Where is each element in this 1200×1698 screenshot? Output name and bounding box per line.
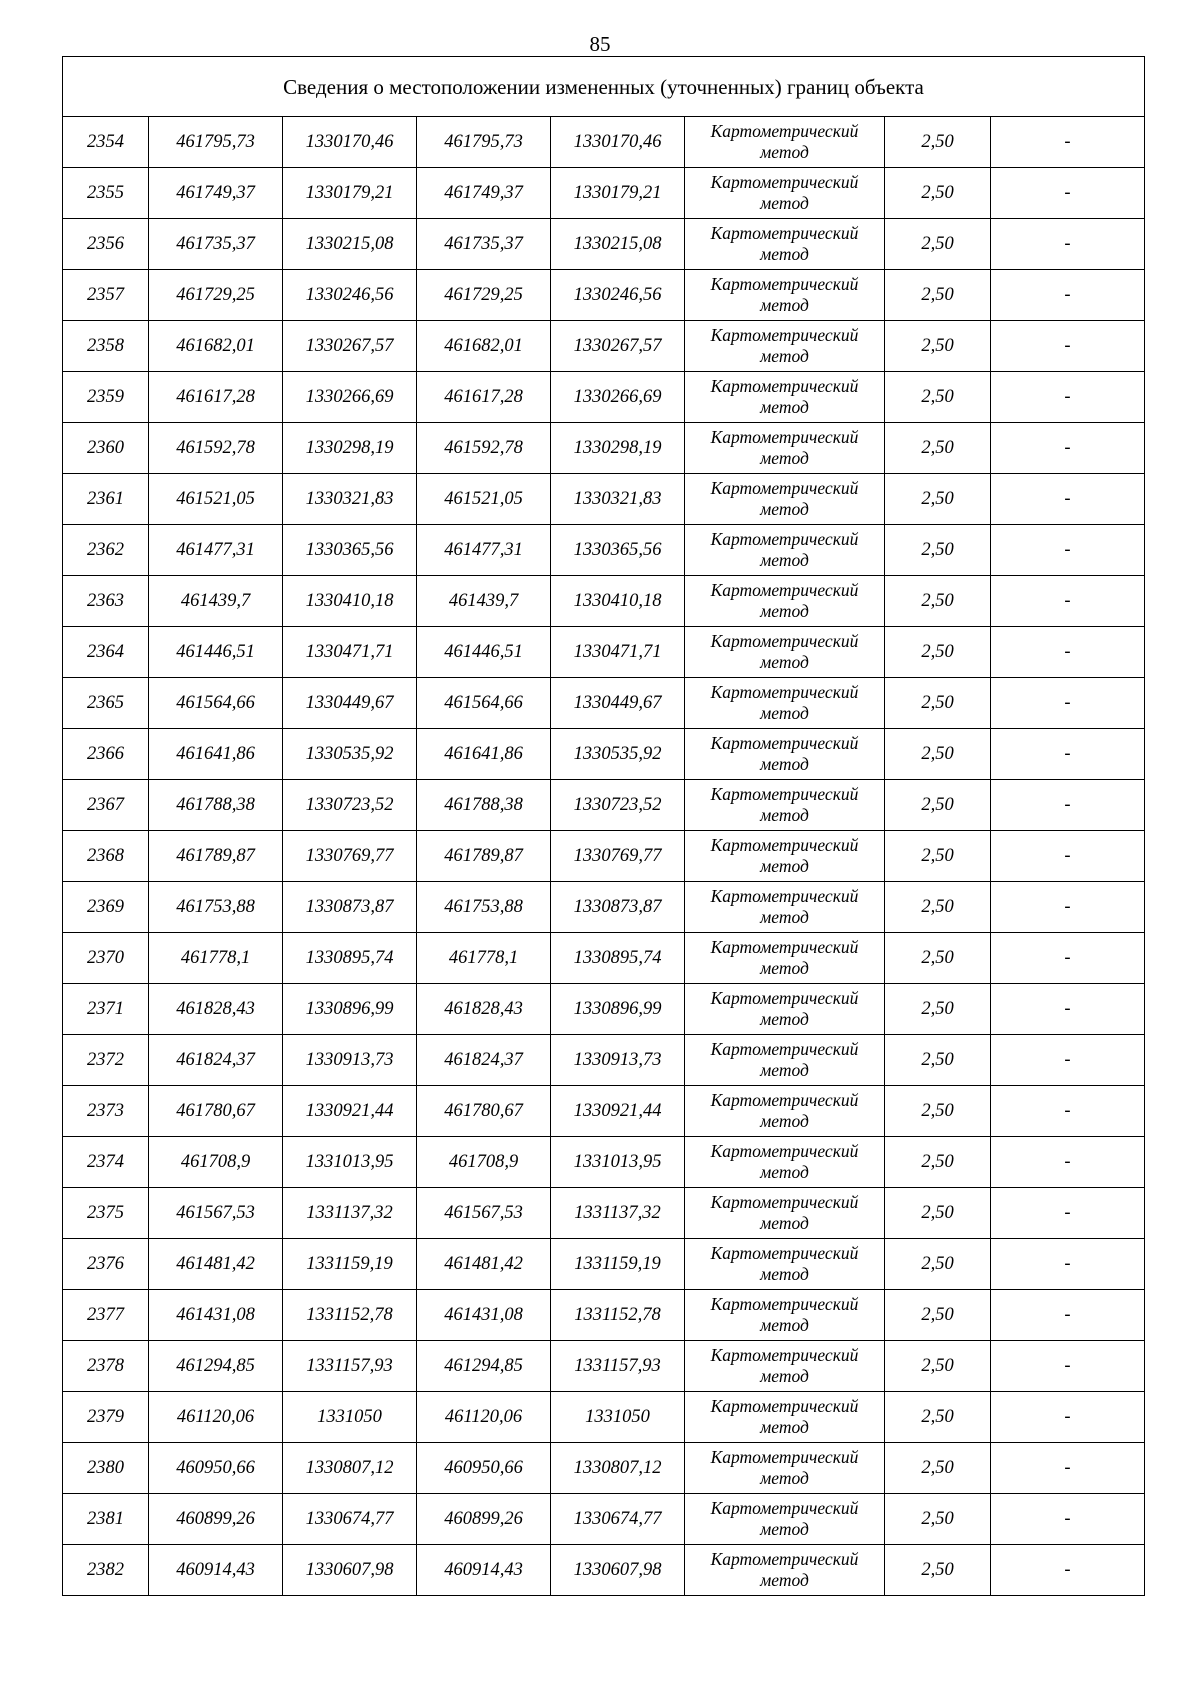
- cell-accuracy: 2,50: [885, 372, 991, 423]
- cell-new-x: 461567,53: [417, 1188, 551, 1239]
- cell-old-x: 461780,67: [149, 1086, 283, 1137]
- cell-old-y: 1330321,83: [283, 474, 417, 525]
- cell-old-y: 1330246,56: [283, 270, 417, 321]
- cell-method: Картометрический метод: [685, 831, 885, 882]
- table-row: [63, 1290, 1145, 1341]
- cell-point-number: 2366: [63, 729, 149, 780]
- table-row: [63, 168, 1145, 219]
- cell-old-y: 1330607,98: [283, 1545, 417, 1596]
- cell-old-x: 461789,87: [149, 831, 283, 882]
- cell-old-y: 1330535,92: [283, 729, 417, 780]
- cell-old-y: 1330471,71: [283, 627, 417, 678]
- cell-accuracy: 2,50: [885, 1494, 991, 1545]
- cell-old-y: 1330723,52: [283, 780, 417, 831]
- cell-accuracy: 2,50: [885, 321, 991, 372]
- cell-accuracy: 2,50: [885, 1137, 991, 1188]
- cell-new-x: 461641,86: [417, 729, 551, 780]
- cell-accuracy: 2,50: [885, 576, 991, 627]
- cell-new-x: 460914,43: [417, 1545, 551, 1596]
- table-row: [63, 1188, 1145, 1239]
- cell-old-y: 1330913,73: [283, 1035, 417, 1086]
- cell-accuracy: 2,50: [885, 1035, 991, 1086]
- cell-old-x: 460899,26: [149, 1494, 283, 1545]
- cell-old-x: 461521,05: [149, 474, 283, 525]
- cell-old-y: 1330807,12: [283, 1443, 417, 1494]
- table-row: [63, 219, 1145, 270]
- cell-method: Картометрический метод: [685, 117, 885, 168]
- cell-new-y: 1330471,71: [551, 627, 685, 678]
- cell-new-y: 1330298,19: [551, 423, 685, 474]
- cell-new-x: 461729,25: [417, 270, 551, 321]
- table-row: [63, 1137, 1145, 1188]
- cell-new-y: 1330674,77: [551, 1494, 685, 1545]
- cell-new-y: 1330266,69: [551, 372, 685, 423]
- cell-new-x: 461753,88: [417, 882, 551, 933]
- cell-description: -: [991, 474, 1145, 525]
- cell-accuracy: 2,50: [885, 474, 991, 525]
- cell-point-number: 2363: [63, 576, 149, 627]
- cell-new-x: 461682,01: [417, 321, 551, 372]
- cell-old-y: 1330449,67: [283, 678, 417, 729]
- cell-new-x: 461477,31: [417, 525, 551, 576]
- cell-old-y: 1330179,21: [283, 168, 417, 219]
- cell-description: -: [991, 219, 1145, 270]
- cell-old-y: 1330895,74: [283, 933, 417, 984]
- table-row: [63, 882, 1145, 933]
- cell-old-y: 1330266,69: [283, 372, 417, 423]
- cell-point-number: 2368: [63, 831, 149, 882]
- cell-accuracy: 2,50: [885, 882, 991, 933]
- cell-old-x: 461828,43: [149, 984, 283, 1035]
- table-title: Сведения о местоположении измененных (уточненных) границ объекта: [63, 57, 1145, 117]
- table-row: [63, 372, 1145, 423]
- cell-description: -: [991, 423, 1145, 474]
- cell-new-y: 1330807,12: [551, 1443, 685, 1494]
- cell-method: Картометрический метод: [685, 270, 885, 321]
- cell-description: -: [991, 1188, 1145, 1239]
- table-row: [63, 1443, 1145, 1494]
- cell-point-number: 2382: [63, 1545, 149, 1596]
- cell-description: -: [991, 117, 1145, 168]
- cell-method: Картометрический метод: [685, 729, 885, 780]
- cell-new-y: 1330449,67: [551, 678, 685, 729]
- cell-new-y: 1330769,77: [551, 831, 685, 882]
- cell-new-y: 1330179,21: [551, 168, 685, 219]
- cell-accuracy: 2,50: [885, 1086, 991, 1137]
- cell-point-number: 2356: [63, 219, 149, 270]
- cell-description: -: [991, 168, 1145, 219]
- cell-method: Картометрический метод: [685, 1545, 885, 1596]
- cell-method: Картометрический метод: [685, 1392, 885, 1443]
- cell-point-number: 2373: [63, 1086, 149, 1137]
- cell-accuracy: 2,50: [885, 831, 991, 882]
- cell-old-y: 1330769,77: [283, 831, 417, 882]
- cell-point-number: 2357: [63, 270, 149, 321]
- cell-method: Картометрический метод: [685, 1137, 885, 1188]
- cell-old-x: 461749,37: [149, 168, 283, 219]
- cell-new-y: 1331137,32: [551, 1188, 685, 1239]
- cell-point-number: 2365: [63, 678, 149, 729]
- cell-old-x: 461120,06: [149, 1392, 283, 1443]
- cell-old-y: 1331159,19: [283, 1239, 417, 1290]
- cell-old-y: 1330170,46: [283, 117, 417, 168]
- cell-description: -: [991, 729, 1145, 780]
- cell-description: -: [991, 1035, 1145, 1086]
- cell-old-x: 460950,66: [149, 1443, 283, 1494]
- cell-new-x: 461481,42: [417, 1239, 551, 1290]
- table-row: [63, 729, 1145, 780]
- cell-old-x: 461735,37: [149, 219, 283, 270]
- cell-accuracy: 2,50: [885, 1392, 991, 1443]
- cell-accuracy: 2,50: [885, 729, 991, 780]
- table-row: [63, 627, 1145, 678]
- table-row: [63, 1392, 1145, 1443]
- cell-old-y: 1330267,57: [283, 321, 417, 372]
- cell-new-x: 461564,66: [417, 678, 551, 729]
- cell-new-y: 1330723,52: [551, 780, 685, 831]
- cell-description: -: [991, 831, 1145, 882]
- cell-new-x: 461708,9: [417, 1137, 551, 1188]
- cell-new-y: 1330410,18: [551, 576, 685, 627]
- cell-method: Картометрический метод: [685, 1239, 885, 1290]
- cell-accuracy: 2,50: [885, 1239, 991, 1290]
- cell-old-x: 461778,1: [149, 933, 283, 984]
- cell-description: -: [991, 1137, 1145, 1188]
- cell-accuracy: 2,50: [885, 270, 991, 321]
- cell-new-x: 461789,87: [417, 831, 551, 882]
- cell-method: Картометрический метод: [685, 780, 885, 831]
- cell-new-y: 1330896,99: [551, 984, 685, 1035]
- cell-old-x: 461682,01: [149, 321, 283, 372]
- table-row: [63, 678, 1145, 729]
- cell-old-x: 461592,78: [149, 423, 283, 474]
- table-row: [63, 423, 1145, 474]
- cell-accuracy: 2,50: [885, 219, 991, 270]
- cell-accuracy: 2,50: [885, 933, 991, 984]
- cell-new-y: 1331159,19: [551, 1239, 685, 1290]
- cell-old-x: 461708,9: [149, 1137, 283, 1188]
- cell-method: Картометрический метод: [685, 984, 885, 1035]
- cell-old-y: 1330365,56: [283, 525, 417, 576]
- cell-new-x: 461788,38: [417, 780, 551, 831]
- cell-method: Картометрический метод: [685, 1035, 885, 1086]
- cell-new-x: 461294,85: [417, 1341, 551, 1392]
- cell-description: -: [991, 780, 1145, 831]
- cell-new-x: 461749,37: [417, 168, 551, 219]
- cell-description: -: [991, 576, 1145, 627]
- cell-accuracy: 2,50: [885, 1188, 991, 1239]
- table-title-row: [63, 57, 1145, 117]
- cell-point-number: 2376: [63, 1239, 149, 1290]
- cell-new-y: 1330170,46: [551, 117, 685, 168]
- cell-old-y: 1331137,32: [283, 1188, 417, 1239]
- cell-accuracy: 2,50: [885, 117, 991, 168]
- cell-point-number: 2355: [63, 168, 149, 219]
- cell-new-x: 461735,37: [417, 219, 551, 270]
- cell-new-x: 461778,1: [417, 933, 551, 984]
- table-row: [63, 270, 1145, 321]
- cell-description: -: [991, 882, 1145, 933]
- cell-method: Картометрический метод: [685, 372, 885, 423]
- cell-description: -: [991, 627, 1145, 678]
- cell-old-x: 461753,88: [149, 882, 283, 933]
- cell-old-y: 1330873,87: [283, 882, 417, 933]
- cell-new-y: 1331013,95: [551, 1137, 685, 1188]
- cell-accuracy: 2,50: [885, 1545, 991, 1596]
- cell-method: Картометрический метод: [685, 627, 885, 678]
- cell-point-number: 2360: [63, 423, 149, 474]
- table-row: [63, 1086, 1145, 1137]
- table-row: [63, 1239, 1145, 1290]
- cell-method: Картометрический метод: [685, 1443, 885, 1494]
- cell-old-x: 461788,38: [149, 780, 283, 831]
- cell-accuracy: 2,50: [885, 423, 991, 474]
- cell-new-x: 461446,51: [417, 627, 551, 678]
- cell-point-number: 2354: [63, 117, 149, 168]
- cell-method: Картометрический метод: [685, 933, 885, 984]
- cell-old-x: 461477,31: [149, 525, 283, 576]
- cell-old-x: 461617,28: [149, 372, 283, 423]
- cell-accuracy: 2,50: [885, 1443, 991, 1494]
- cell-new-y: 1330365,56: [551, 525, 685, 576]
- cell-description: -: [991, 1443, 1145, 1494]
- cell-point-number: 2367: [63, 780, 149, 831]
- cell-description: -: [991, 525, 1145, 576]
- cell-old-x: 461729,25: [149, 270, 283, 321]
- cell-method: Картометрический метод: [685, 474, 885, 525]
- cell-method: Картометрический метод: [685, 576, 885, 627]
- cell-new-y: 1330895,74: [551, 933, 685, 984]
- cell-description: -: [991, 1239, 1145, 1290]
- cell-new-x: 461431,08: [417, 1290, 551, 1341]
- cell-new-x: 460950,66: [417, 1443, 551, 1494]
- cell-old-x: 461564,66: [149, 678, 283, 729]
- cell-accuracy: 2,50: [885, 168, 991, 219]
- cell-point-number: 2361: [63, 474, 149, 525]
- cell-old-x: 461567,53: [149, 1188, 283, 1239]
- cell-description: -: [991, 270, 1145, 321]
- table-row: [63, 933, 1145, 984]
- cell-method: Картометрический метод: [685, 1494, 885, 1545]
- cell-point-number: 2370: [63, 933, 149, 984]
- cell-accuracy: 2,50: [885, 627, 991, 678]
- table-row: [63, 1545, 1145, 1596]
- cell-new-x: 461780,67: [417, 1086, 551, 1137]
- cell-new-x: 461824,37: [417, 1035, 551, 1086]
- cell-description: -: [991, 321, 1145, 372]
- cell-method: Картометрический метод: [685, 1341, 885, 1392]
- cell-point-number: 2369: [63, 882, 149, 933]
- cell-new-x: 461120,06: [417, 1392, 551, 1443]
- cell-point-number: 2358: [63, 321, 149, 372]
- cell-new-y: 1330246,56: [551, 270, 685, 321]
- table-row: [63, 1341, 1145, 1392]
- cell-old-y: 1331050: [283, 1392, 417, 1443]
- cell-point-number: 2374: [63, 1137, 149, 1188]
- cell-new-y: 1330267,57: [551, 321, 685, 372]
- cell-point-number: 2362: [63, 525, 149, 576]
- cell-description: -: [991, 678, 1145, 729]
- cell-new-y: 1331157,93: [551, 1341, 685, 1392]
- cell-old-x: 461446,51: [149, 627, 283, 678]
- cell-new-y: 1330321,83: [551, 474, 685, 525]
- boundary-coordinates-table: [62, 56, 1145, 1596]
- cell-old-y: 1330410,18: [283, 576, 417, 627]
- cell-point-number: 2379: [63, 1392, 149, 1443]
- cell-old-y: 1331013,95: [283, 1137, 417, 1188]
- cell-new-x: 461521,05: [417, 474, 551, 525]
- table-row: [63, 525, 1145, 576]
- cell-new-y: 1330921,44: [551, 1086, 685, 1137]
- cell-accuracy: 2,50: [885, 780, 991, 831]
- cell-description: -: [991, 1290, 1145, 1341]
- cell-method: Картометрический метод: [685, 1290, 885, 1341]
- cell-old-x: 461439,7: [149, 576, 283, 627]
- cell-old-y: 1330896,99: [283, 984, 417, 1035]
- cell-description: -: [991, 1392, 1145, 1443]
- cell-old-x: 460914,43: [149, 1545, 283, 1596]
- cell-description: -: [991, 1545, 1145, 1596]
- cell-new-x: 461617,28: [417, 372, 551, 423]
- cell-method: Картометрический метод: [685, 321, 885, 372]
- cell-description: -: [991, 1494, 1145, 1545]
- cell-description: -: [991, 1341, 1145, 1392]
- cell-old-y: 1330298,19: [283, 423, 417, 474]
- table-row: [63, 576, 1145, 627]
- cell-new-y: 1330215,08: [551, 219, 685, 270]
- cell-method: Картометрический метод: [685, 1188, 885, 1239]
- cell-new-y: 1330535,92: [551, 729, 685, 780]
- table-row: [63, 321, 1145, 372]
- table-row: [63, 1494, 1145, 1545]
- cell-method: Картометрический метод: [685, 1086, 885, 1137]
- cell-method: Картометрический метод: [685, 219, 885, 270]
- cell-accuracy: 2,50: [885, 1290, 991, 1341]
- cell-point-number: 2380: [63, 1443, 149, 1494]
- cell-method: Картометрический метод: [685, 525, 885, 576]
- table-row: [63, 117, 1145, 168]
- table-row: [63, 1035, 1145, 1086]
- cell-method: Картометрический метод: [685, 678, 885, 729]
- cell-new-x: 461592,78: [417, 423, 551, 474]
- table-row: [63, 474, 1145, 525]
- cell-old-y: 1331152,78: [283, 1290, 417, 1341]
- cell-new-y: 1330873,87: [551, 882, 685, 933]
- cell-new-x: 461795,73: [417, 117, 551, 168]
- cell-point-number: 2371: [63, 984, 149, 1035]
- cell-new-x: 461439,7: [417, 576, 551, 627]
- cell-old-y: 1331157,93: [283, 1341, 417, 1392]
- cell-point-number: 2359: [63, 372, 149, 423]
- cell-point-number: 2372: [63, 1035, 149, 1086]
- cell-old-x: 461641,86: [149, 729, 283, 780]
- cell-new-x: 461828,43: [417, 984, 551, 1035]
- cell-old-x: 461294,85: [149, 1341, 283, 1392]
- cell-description: -: [991, 933, 1145, 984]
- cell-old-x: 461795,73: [149, 117, 283, 168]
- cell-old-x: 461431,08: [149, 1290, 283, 1341]
- cell-accuracy: 2,50: [885, 678, 991, 729]
- cell-old-y: 1330674,77: [283, 1494, 417, 1545]
- cell-description: -: [991, 372, 1145, 423]
- cell-method: Картометрический метод: [685, 168, 885, 219]
- cell-point-number: 2364: [63, 627, 149, 678]
- table-row: [63, 780, 1145, 831]
- cell-description: -: [991, 984, 1145, 1035]
- cell-accuracy: 2,50: [885, 984, 991, 1035]
- page-number: 85: [589, 32, 611, 56]
- table-row: [63, 831, 1145, 882]
- cell-new-y: 1330913,73: [551, 1035, 685, 1086]
- cell-accuracy: 2,50: [885, 1341, 991, 1392]
- cell-old-x: 461481,42: [149, 1239, 283, 1290]
- cell-method: Картометрический метод: [685, 423, 885, 474]
- cell-new-y: 1331050: [551, 1392, 685, 1443]
- cell-new-x: 460899,26: [417, 1494, 551, 1545]
- cell-old-y: 1330215,08: [283, 219, 417, 270]
- cell-description: -: [991, 1086, 1145, 1137]
- cell-point-number: 2375: [63, 1188, 149, 1239]
- cell-point-number: 2378: [63, 1341, 149, 1392]
- cell-old-y: 1330921,44: [283, 1086, 417, 1137]
- cell-method: Картометрический метод: [685, 882, 885, 933]
- cell-accuracy: 2,50: [885, 525, 991, 576]
- cell-new-y: 1330607,98: [551, 1545, 685, 1596]
- cell-old-x: 461824,37: [149, 1035, 283, 1086]
- cell-point-number: 2381: [63, 1494, 149, 1545]
- table-row: [63, 984, 1145, 1035]
- cell-point-number: 2377: [63, 1290, 149, 1341]
- cell-new-y: 1331152,78: [551, 1290, 685, 1341]
